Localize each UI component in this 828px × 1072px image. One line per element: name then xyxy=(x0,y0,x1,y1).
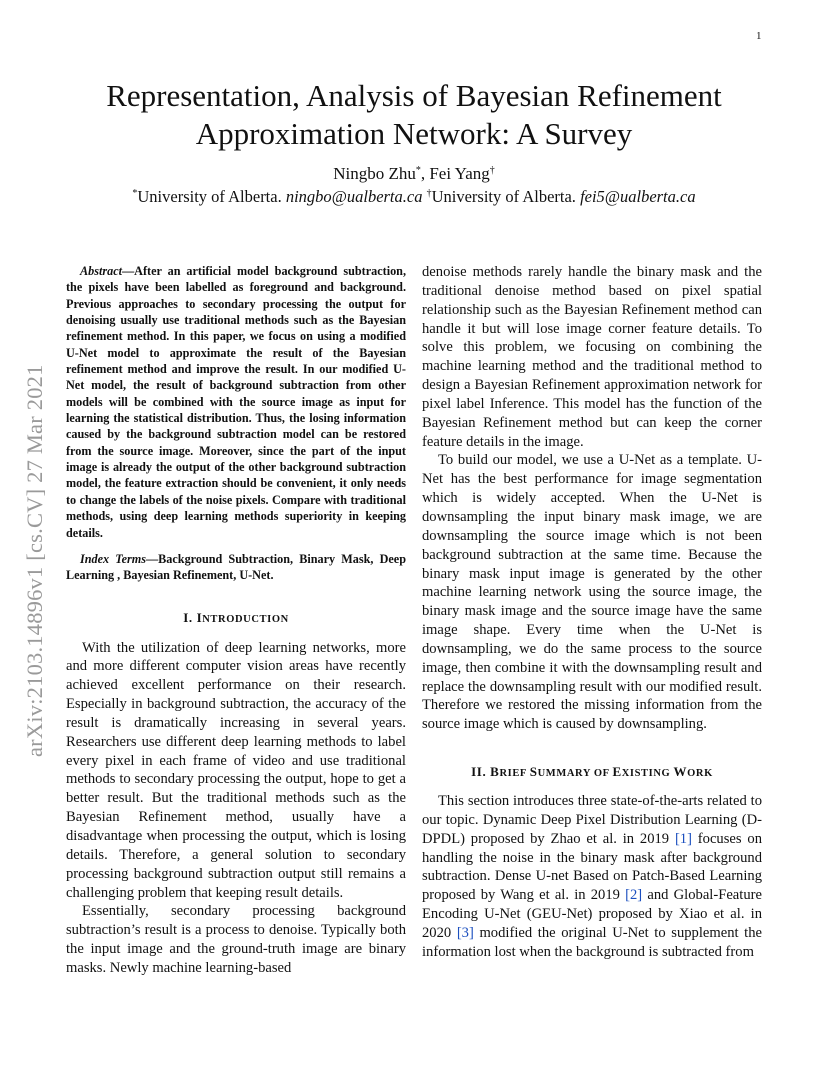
author-name: Ningbo Zhu xyxy=(333,164,416,183)
author-email: fei5@ualberta.ca xyxy=(580,187,696,206)
body-paragraph: With the utilization of deep learning networks, more and more different computer vision areas have recently achieved excellent performance on their research. Especially in background subtraction, the accuracy of the result is dramatically increasing in several years. Researchers use different deep learning methods to label every pixel in each frame of video and use traditional methods to secondary processing the output, hope to get a better result. But the traditional methods such as the Bayesian Refinement method, usually have a disadvantage when processing the output, which is losing details. Therefore, a general solution to secondary processing background subtraction output still remains a challenging problem that keeping result details. xyxy=(66,639,406,901)
affiliation-mark: * xyxy=(415,165,421,176)
citation-link[interactable]: [3] xyxy=(456,925,474,941)
abstract xyxy=(66,263,406,541)
affiliation-mark: † xyxy=(489,165,495,176)
author-separator: , xyxy=(420,164,430,183)
citation-link[interactable]: [2] xyxy=(625,887,643,904)
affiliation-org: University of Alberta. xyxy=(431,187,581,206)
author-name: Fei Yang xyxy=(429,164,490,183)
section-heading-existing-work: II. BRIEF SUMMARY OF EXISTING WORK xyxy=(471,764,713,780)
author-email: ningbo@ualberta.ca xyxy=(285,187,423,206)
author-list xyxy=(48,163,780,185)
index-terms-text: —Background Subtraction, Binary Mask, Deep Learning , Bayesian Refinement, U-Net. xyxy=(66,551,406,583)
affiliation-mark: * xyxy=(132,188,138,199)
right-column xyxy=(422,263,762,962)
page-number: 1 xyxy=(756,30,762,42)
paper-title: Representation, Analysis of Bayesian Refinement Approximation Network: A Survey xyxy=(106,78,722,151)
affiliation-line xyxy=(48,186,780,208)
affiliation-org: University of Alberta. xyxy=(137,187,286,206)
body-paragraph: Essentially, secondary processing background subtraction’s result is a process to denoise. Typically both the input image and the ground-truth image are binary masks. Newly machine learning-based xyxy=(66,903,406,976)
left-column xyxy=(66,263,406,978)
section-heading-introduction: I. INTRODUCTION xyxy=(183,609,289,625)
index-terms-label: Index Terms xyxy=(80,551,146,566)
body-paragraph: To build our model, we use a U-Net as a template. U-Net has the best performance for image segmentation which is widely accepted. When the U-Net is downsampling the input binary mask image, we are downsampling the source image which is not been background subtraction at the same time. Because the binary mask input image is generated by the other machine learning network using the source image, the binary mask image and the source image have the same image shape. Every time when the U-Net is downsampling, we do the same process to the source image, then combine it with the downsampling result and replace the downsampling result with our modified result. Therefore we restored the missing information from the source image which is caused by downsampling. xyxy=(422,452,762,733)
abstract-label: Abstract xyxy=(80,264,122,278)
arxiv-identifier: arXiv:2103.14896v1 [cs.CV] 27 Mar 2021 xyxy=(22,364,47,757)
index-terms xyxy=(66,551,406,584)
abstract-text: —After an artificial model background subtraction, the pixels have been labelled as foreground and background. Previous approaches to secondary processing the output for denoising usually use traditional methods such as the Bayesian refinement method. In this paper, we focus on using a modified U-Net model to approximate the result of the Bayesian refinement method and improve the result. In our modified U-Net model, the result of background subtraction from other models will be combined with the source image as input for learning the statistical distribution. Thus, the losing information caused by the background subtraction model can be restored from the source image. Moreover, since the part of the input image is already the output of the other background subtraction model, the feature extraction should be convenient, it only needs to change the labels of the noise pixels. Compare with traditional methods, using deep learning methods superiority in keeping details. xyxy=(66,264,406,540)
body-paragraph: This section introduces three state-of-the-arts related to our topic. Dynamic Deep Pixel Distribution Learning (D-DPDL) proposed by Zhao et al. in 2019 [1] focuses on handling the noise in the binary mask after background subtraction. Dense U-net Based on Patch-Based Learning proposed by Wang et al. in 2019 [2] and Global-Feature Encoding U-Net (GEU-Net) proposed by Xiao et al. in 2020 [3] modified the original U-Net to supplement the information lost when the background is subtracted from xyxy=(422,793,762,960)
body-paragraph: denoise methods rarely handle the binary mask and the traditional denoise method based on pixel spatial relationship such as the Bayesian Refinement method can handle it but will lose image corner feature details. To solve this problem, we focusing on combining the machine learning method and the traditional method to design a Bayesian Refinement approximation network for pixel label Inference. This model has the function of the Bayesian Refinement method but can keep the corner feature details in the image. xyxy=(422,264,762,450)
citation-link[interactable]: [1] xyxy=(674,830,692,847)
affiliation-mark: † xyxy=(426,188,432,199)
